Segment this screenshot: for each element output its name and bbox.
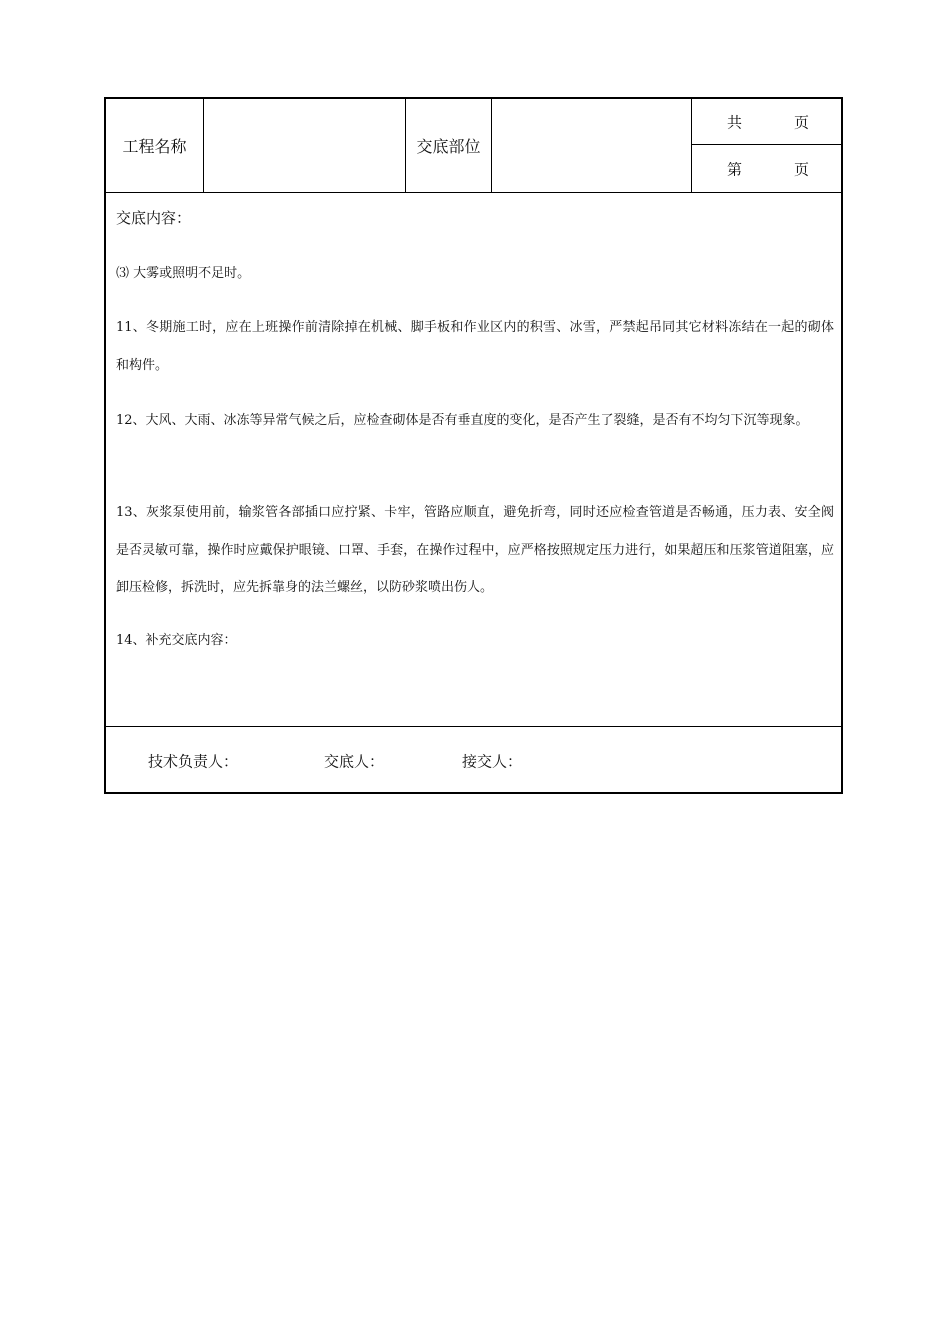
discloser-signature: 交底人： [324,752,385,770]
page-number-prefix: 第 [727,160,743,178]
disclosure-form [104,97,843,794]
form-header-row [106,99,841,193]
page-number-suffix: 页 [794,160,810,178]
page-number-box [692,145,843,192]
page-counter [692,99,843,192]
project-name-label: 工程名称 [106,99,204,192]
section-label: 交底部位 [406,99,492,192]
section-field [492,99,692,192]
disclosure-content [106,193,841,727]
signature-row [106,727,841,794]
project-name-field [204,99,406,192]
total-pages-suffix: 页 [794,113,810,131]
total-pages-box [692,99,843,145]
total-pages-prefix: 共 [727,113,743,131]
content-paragraph: 14、补充交底内容： [116,633,237,648]
content-label: 交底内容： [116,209,192,227]
content-paragraph: 13、灰浆泵使用前，输浆管各部插口应拧紧、卡牢，管路应顺直，避免折弯，同时还应检查管道是否畅通，压力表、安全阀是否灵敏可靠，操作时应戴保护眼镜、口罩、手套，在操作过程中，应严格按照规定压力进行，如果超压和压浆管道阻塞，应卸压检修，拆洗时，应先拆靠身的法兰螺丝，以防砂浆喷出伤人。 [116,505,834,595]
content-paragraph: ⑶ 大雾或照明不足时。 [116,266,251,281]
content-paragraph: 12、大风、大雨、冰冻等异常气候之后，应检查砌体是否有垂直度的变化，是否产生了裂缝，是否有不均匀下沉等现象。 [116,413,809,428]
content-paragraph: 11、冬期施工时，应在上班操作前清除掉在机械、脚手板和作业区内的积雪、冰雪，严禁起吊同其它材料冻结在一起的砌体和构件。 [116,320,834,373]
tech-lead-signature: 技术负责人： [148,752,239,770]
receiver-signature: 接交人： [462,752,523,770]
